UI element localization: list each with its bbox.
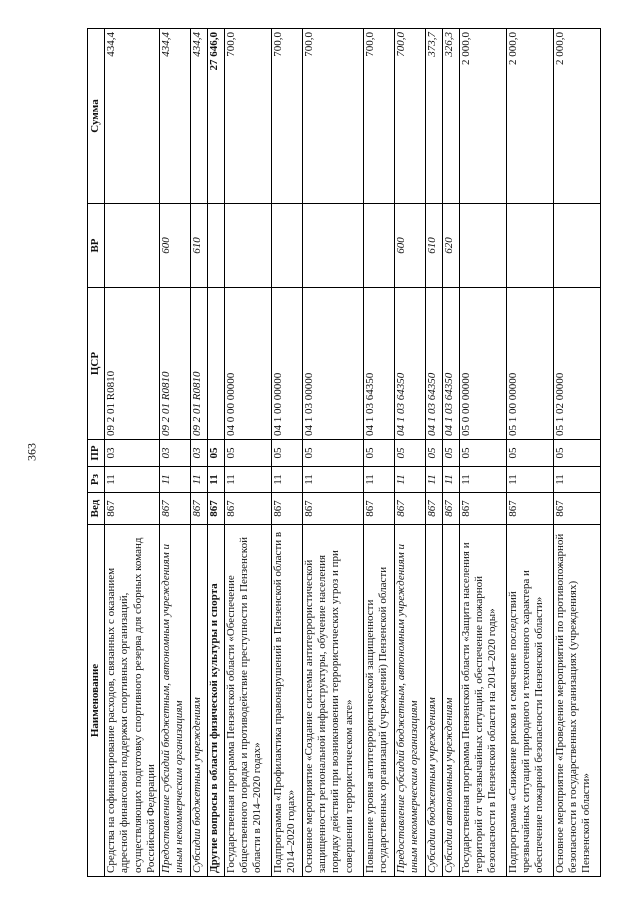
cell-rz: 11 (363, 467, 394, 493)
cell-rz: 11 (553, 467, 600, 493)
cell-csr: 04 1 03 64350 (394, 288, 425, 440)
table-row (506, 29, 553, 877)
cell-name: Субсидии бюджетным учреждениям (425, 525, 442, 877)
cell-csr (207, 288, 224, 440)
cell-rz: 11 (224, 467, 271, 493)
cell-pr: 05 (394, 440, 425, 467)
cell-vr (506, 204, 553, 288)
cell-sum: 700,0 (224, 29, 271, 204)
cell-pr: 03 (159, 440, 190, 467)
cell-vr (553, 204, 600, 288)
cell-name: Подпрограмма «Профилактика правонарушений в Пензенской области в 2014–2020 годах» (271, 525, 302, 877)
cell-pr: 03 (105, 440, 160, 467)
page-number: 363 (24, 443, 39, 461)
cell-name: Основное мероприятие «Проведение мероприятий по противопожарной безопасности в государственных организациях (учреждениях) Пензенской области» (553, 525, 600, 877)
cell-ved: 867 (442, 493, 459, 525)
cell-sum: 2 000,0 (506, 29, 553, 204)
cell-csr: 09 2 01 R0810 (190, 288, 207, 440)
cell-ved: 867 (105, 493, 160, 525)
cell-ved: 867 (459, 493, 506, 525)
header-csr: ЦСР (88, 288, 105, 440)
cell-csr: 04 1 03 64350 (425, 288, 442, 440)
cell-pr: 05 (459, 440, 506, 467)
cell-ved: 867 (363, 493, 394, 525)
cell-name: Предоставление субсидий бюджетным, автономным учреждениям и иным некоммерческим организациям (159, 525, 190, 877)
cell-sum: 434,4 (190, 29, 207, 204)
cell-vr: 620 (442, 204, 459, 288)
cell-vr (302, 204, 363, 288)
cell-csr: 04 1 03 64350 (363, 288, 394, 440)
cell-csr: 05 1 02 00000 (553, 288, 600, 440)
cell-ved: 867 (224, 493, 271, 525)
cell-vr (459, 204, 506, 288)
cell-ved: 867 (394, 493, 425, 525)
cell-pr: 05 (302, 440, 363, 467)
cell-pr: 05 (553, 440, 600, 467)
cell-csr: 09 2 01 R0810 (159, 288, 190, 440)
cell-vr (224, 204, 271, 288)
cell-rz: 11 (207, 467, 224, 493)
cell-pr: 05 (363, 440, 394, 467)
table-row (553, 29, 600, 877)
table-row (302, 29, 363, 877)
cell-name: Субсидии автономным учреждениям (442, 525, 459, 877)
header-vr: ВР (88, 204, 105, 288)
table-row (459, 29, 506, 877)
table-row (190, 29, 207, 877)
cell-sum: 700,0 (394, 29, 425, 204)
cell-pr: 05 (207, 440, 224, 467)
cell-pr: 05 (506, 440, 553, 467)
cell-name: Другие вопросы в области физической культуры и спорта (207, 525, 224, 877)
header-name: Наименование (88, 525, 105, 877)
table-row (105, 29, 160, 877)
cell-csr: 05 0 00 00000 (459, 288, 506, 440)
table-header-row (88, 29, 105, 877)
cell-rz: 11 (190, 467, 207, 493)
table-row (159, 29, 190, 877)
cell-ved: 867 (190, 493, 207, 525)
cell-sum: 700,0 (302, 29, 363, 204)
cell-pr: 05 (442, 440, 459, 467)
cell-csr: 09 2 01 R0810 (105, 288, 160, 440)
cell-rz: 11 (159, 467, 190, 493)
cell-name: Субсидии бюджетным учреждениям (190, 525, 207, 877)
cell-name: Средства на софинансирование расходов, связанных с оказанием адресной финансовой поддержки спортивных организаций, осуществляющих подготовку спортивного резерва для сборных команд Российской Федерации (105, 525, 160, 877)
header-sum: Сумма (88, 29, 105, 204)
cell-pr: 05 (271, 440, 302, 467)
cell-name: Подпрограмма «Снижение рисков и смягчение последствий чрезвычайных ситуаций природного и техногенного характера и обеспечение пожарной безопасности Пензенской области» (506, 525, 553, 877)
table-row (207, 29, 224, 877)
cell-vr: 600 (394, 204, 425, 288)
cell-sum: 700,0 (363, 29, 394, 204)
table-row (224, 29, 271, 877)
cell-rz: 11 (506, 467, 553, 493)
table-row (442, 29, 459, 877)
table-row (271, 29, 302, 877)
cell-csr: 04 1 00 00000 (271, 288, 302, 440)
cell-ved: 867 (425, 493, 442, 525)
cell-sum: 700,0 (271, 29, 302, 204)
cell-sum: 2 000,0 (459, 29, 506, 204)
cell-sum: 2 000,0 (553, 29, 600, 204)
header-ved: Вед (88, 493, 105, 525)
budget-sheet (87, 29, 599, 877)
cell-rz: 11 (105, 467, 160, 493)
cell-ved: 867 (207, 493, 224, 525)
cell-rz: 11 (425, 467, 442, 493)
cell-ved: 867 (553, 493, 600, 525)
cell-sum: 373,7 (425, 29, 442, 204)
cell-ved: 867 (271, 493, 302, 525)
cell-vr (105, 204, 160, 288)
cell-pr: 05 (224, 440, 271, 467)
cell-name: Государственная программа Пензенской области «Обеспечение общественного порядка и противодействие преступности в Пензенской области в 2014–2020 годах» (224, 525, 271, 877)
cell-sum: 434,4 (159, 29, 190, 204)
cell-vr: 610 (425, 204, 442, 288)
cell-pr: 03 (190, 440, 207, 467)
cell-ved: 867 (506, 493, 553, 525)
cell-csr: 04 1 03 00000 (302, 288, 363, 440)
cell-sum: 434,4 (105, 29, 160, 204)
cell-name: Государственная программа Пензенской области «Защита населения и территорий от чрезвычайных ситуаций, обеспечение пожарной безопасности в Пензенской области на 2014–2020 годы» (459, 525, 506, 877)
budget-table (87, 28, 601, 877)
cell-vr: 610 (190, 204, 207, 288)
cell-rz: 11 (394, 467, 425, 493)
cell-vr: 600 (159, 204, 190, 288)
cell-pr: 05 (425, 440, 442, 467)
cell-sum: 27 646,0 (207, 29, 224, 204)
table-row (425, 29, 442, 877)
cell-vr (271, 204, 302, 288)
table-row (394, 29, 425, 877)
header-pr: ПР (88, 440, 105, 467)
cell-csr: 04 1 03 64350 (442, 288, 459, 440)
cell-vr (207, 204, 224, 288)
cell-csr: 05 1 00 00000 (506, 288, 553, 440)
cell-name: Предоставление субсидий бюджетным, автономным учреждениям и иным некоммерческим организациям (394, 525, 425, 877)
cell-sum: 326,3 (442, 29, 459, 204)
cell-ved: 867 (302, 493, 363, 525)
cell-name: Основное мероприятие «Создание системы антитеррористической защищенности региональной инфраструктуры, обучение населения порядку действий при возникновении террористических угроз и при совершении террористическом акте» (302, 525, 363, 877)
cell-name: Повышение уровня антитеррористической защищенности государственных организаций (учреждений) Пензенской области (363, 525, 394, 877)
cell-ved: 867 (159, 493, 190, 525)
cell-rz: 11 (459, 467, 506, 493)
cell-rz: 11 (442, 467, 459, 493)
cell-rz: 11 (271, 467, 302, 493)
cell-rz: 11 (302, 467, 363, 493)
table-row (363, 29, 394, 877)
cell-csr: 04 0 00 00000 (224, 288, 271, 440)
cell-vr (363, 204, 394, 288)
header-rz: Рз (88, 467, 105, 493)
